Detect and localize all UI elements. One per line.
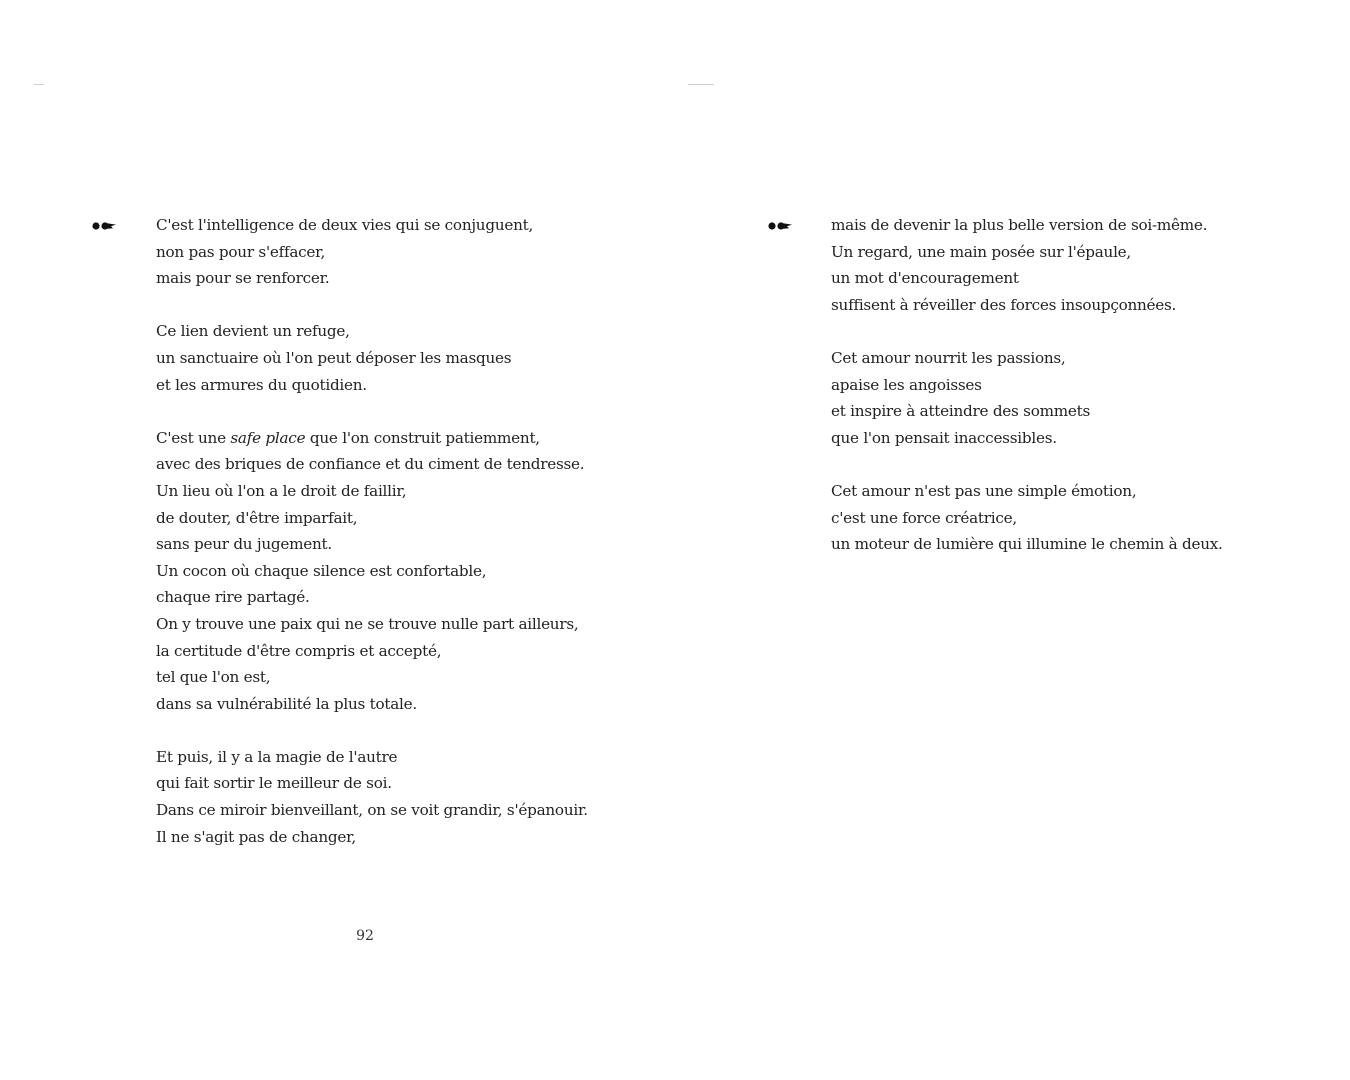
poem-line: de douter, d'être imparfait, [156,508,358,527]
header-rule [34,84,44,85]
poem-line-italic: safe place [230,428,306,447]
poem-line: et inspire à atteindre des sommets [831,402,1091,421]
poem-text-right [831,212,1223,558]
poem-line: avec des briques de confiance et du ciment de tendresse. [156,455,585,474]
poem-line: dans sa vulnérabilité la plus totale. [156,694,417,713]
poem-line: un mot d'encouragement [831,269,1019,288]
poem-line: et les armures du quotidien. [156,375,367,394]
poem-line: Cet amour n'est pas une simple émotion, [831,481,1137,500]
poem-line: Un lieu où l'on a le droit de faillir, [156,481,407,500]
stanza-break [156,292,588,319]
stanza-break [156,717,588,744]
poem-line: tel que l'on est, [156,668,271,687]
poem-line: sans peur du jugement. [156,535,332,554]
poem-line: que l'on pensait inaccessibles. [831,428,1057,447]
right-page [675,0,1350,1080]
poem-line: apaise les angoisses [831,375,982,394]
poem-line: Et puis, il y a la magie de l'autre [156,747,398,766]
stanza-break [156,398,588,425]
poem-text-left [156,212,588,850]
poem-line-segment: que l'on construit patiemment, [305,428,540,447]
poem-line: non pas pour s'effacer, [156,242,326,261]
poem-line: suffisent à réveiller des forces insoupçonnées. [831,295,1177,314]
poem-line [156,425,588,452]
hand-pointing-icon [91,220,117,232]
header-rule [688,84,714,85]
poem-line: un sanctuaire où l'on peut déposer les masques [156,348,512,367]
poem-line-segment: C'est une [156,428,231,447]
poem-line: mais de devenir la plus belle version de soi-même. [831,216,1208,234]
stanza-break [831,451,1223,478]
poem-line: chaque rire partagé. [156,588,310,607]
stanza-break [831,318,1223,345]
poem-line: C'est l'intelligence de deux vies qui se conjuguent, [156,216,534,234]
hand-pointing-icon [767,220,793,232]
poem-line: Un regard, une main posée sur l'épaule, [831,242,1131,261]
page-number: 92 [356,928,374,944]
poem-line: qui fait sortir le meilleur de soi. [156,774,392,793]
poem-line: un moteur de lumière qui illumine le chemin à deux. [831,535,1223,554]
poem-line: la certitude d'être compris et accepté, [156,641,442,660]
poem-line: Ce lien devient un refuge, [156,322,350,341]
poem-line: Cet amour nourrit les passions, [831,348,1066,367]
poem-line: mais pour se renforcer. [156,269,330,288]
poem-line: Un cocon où chaque silence est confortable, [156,561,487,580]
poem-line: Il ne s'agit pas de changer, [156,827,357,846]
poem-line: On y trouve une paix qui ne se trouve nulle part ailleurs, [156,614,579,633]
poem-line: c'est une force créatrice, [831,508,1017,527]
poem-line: Dans ce miroir bienveillant, on se voit grandir, s'épanouir. [156,801,588,820]
